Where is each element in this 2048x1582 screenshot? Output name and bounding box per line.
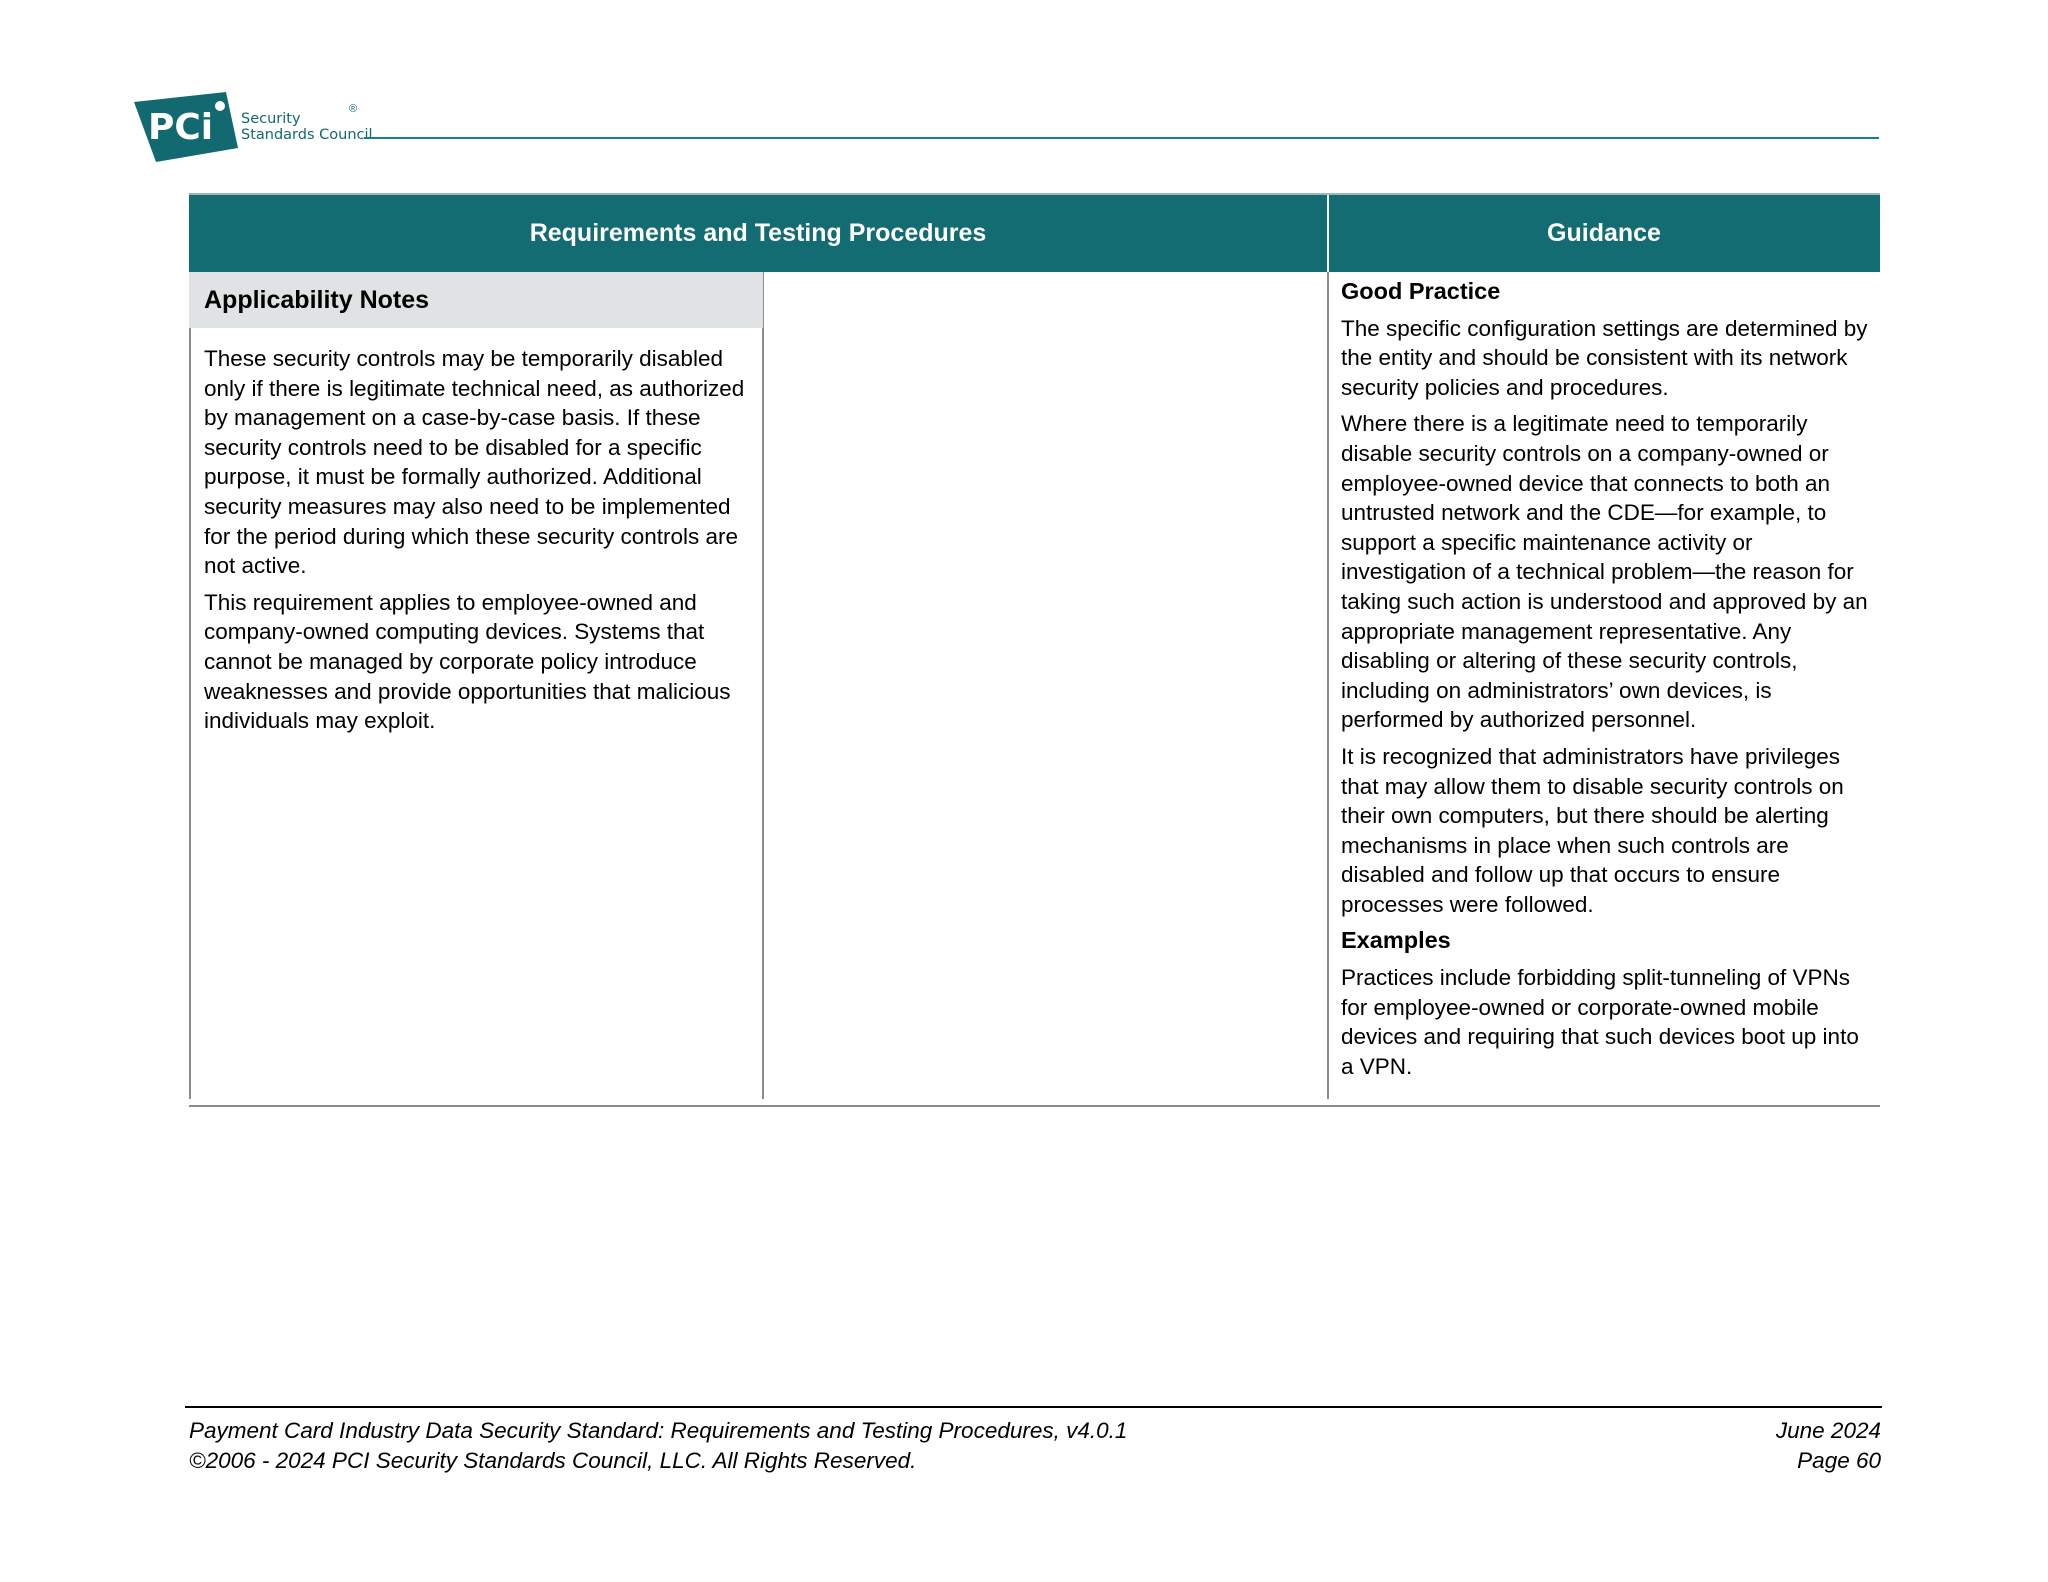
logo-line-1: Security	[241, 111, 301, 127]
pci-logo-mark-text: PCi	[148, 107, 214, 148]
guidance-body	[1341, 277, 1873, 1088]
pci-logo-mark-icon	[134, 92, 238, 164]
guidance-paragraph: Where there is a legitimate need to temporarily disable security controls on a company-owned or employee-owned device that connects to both an untrusted network and the CDE—for example, to support a specific maintenance activity or investigation of a technical problem—the reason for taking such action is understood and approved by an appropriate management representative. Any disabling or altering of these security controls, including on administrators’ own devices, is performed by authorized personnel.	[1341, 411, 1868, 733]
header-rule	[364, 137, 1879, 139]
header-guidance: Guidance	[1547, 219, 1661, 247]
column-border-left	[189, 272, 191, 1099]
header-requirements: Requirements and Testing Procedures	[529, 219, 987, 247]
footer-page-number: Page 60	[1797, 1447, 1881, 1473]
footer-rule	[185, 1406, 1882, 1408]
applicability-paragraph: These security controls may be temporarily disabled only if there is legitimate technical need, as authorized by management on a case-by-case basis. If these security controls need to be disabled for a specific purpose, it must be formally authorized. Additional security measures may also need to be implemented for the period during which these security controls are not active.	[204, 346, 745, 579]
applicability-notes-title: Applicability Notes	[189, 272, 763, 328]
registered-mark: ®	[349, 103, 358, 115]
pci-logo	[134, 92, 373, 164]
applicability-notes-body	[204, 344, 759, 743]
logo-line-2: Standards Council	[241, 127, 373, 143]
column-border-2	[1327, 272, 1329, 1099]
guidance-paragraph: It is recognized that administrators have privileges that may allow them to disable security controls on their own computers, but there should be alerting mechanisms in place when such controls are disabled and follow up that occurs to ensure processes were followed.	[1341, 743, 1844, 917]
footer-copyright: ©2006 - 2024 PCI Security Standards Council, LLC. All Rights Reserved.	[189, 1447, 917, 1473]
footer-document-title: Payment Card Industry Data Security Standard: Requirements and Testing Procedures, v4.0.1	[189, 1418, 1128, 1443]
pci-logo-wordmark	[241, 111, 373, 143]
footer-right	[1776, 1416, 1881, 1475]
table-header	[189, 193, 1880, 272]
good-practice-title: Good Practice	[1341, 278, 1501, 304]
footer-date: June 2024	[1775, 1418, 1881, 1443]
applicability-paragraph: This requirement applies to employee-owned and company-owned computing devices. Systems that cannot be managed by corporate policy introduce weaknesses and provide opportunities that malicious individuals may exploit.	[204, 589, 731, 734]
table-bottom-border	[189, 1105, 1880, 1107]
footer-left	[189, 1416, 1127, 1475]
column-border-1	[762, 272, 764, 1099]
examples-title: Examples	[1341, 927, 1451, 954]
examples-paragraph: Practices include forbidding split-tunneling of VPNs for employee-owned or corporate-owned mobile devices and requiring that such devices boot up into a VPN.	[1341, 965, 1859, 1079]
guidance-paragraph: The specific configuration settings are determined by the entity and should be consistent with its network security policies and procedures.	[1341, 315, 1868, 400]
requirements-table	[189, 193, 1880, 1107]
